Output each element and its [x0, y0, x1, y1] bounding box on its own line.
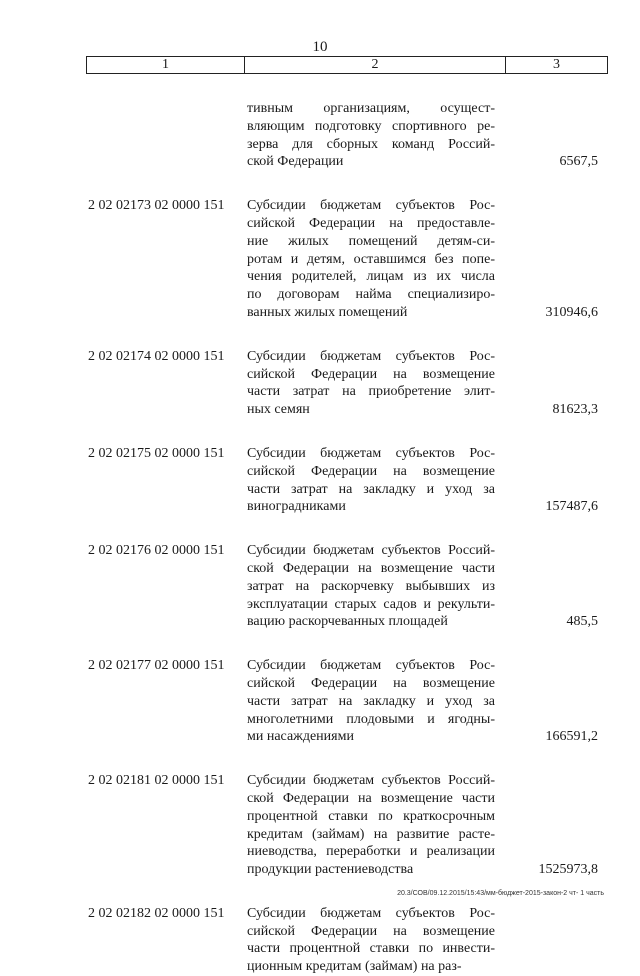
description-line: зерва для сборных команд Россий- — [247, 136, 495, 152]
description-line: сийской Федерации на возмещение — [247, 923, 495, 939]
description-line: многолетними плодовыми и ягодны- — [247, 711, 495, 727]
row-amount: 6567,5 — [559, 154, 598, 170]
description-line: ванных жилых помещений — [247, 304, 408, 320]
description-line: чения родителей, лицам из их числа — [247, 269, 495, 285]
description-line: сийской Федерации на предоставле- — [247, 215, 495, 231]
description-line: ской Федерации — [247, 154, 344, 170]
description-line: Субсидии бюджетам субъектов Россий- — [247, 773, 495, 789]
description-line: тивным организациям, осущест- — [247, 101, 495, 116]
footer-stamp: 20.3/СОВ/09.12.2015/15:43/мм-бюджет-2015-закон-2 чт- 1 часть — [397, 890, 604, 897]
description-line: вляющим подготовку спортивного ре- — [247, 118, 495, 134]
description-line: ционным кредитам (займам) на раз- — [247, 959, 462, 975]
description-line: Субсидии бюджетам субъектов Рос- — [247, 198, 495, 214]
description-line: сийской Федерации на возмещение — [247, 463, 495, 479]
description-line: ние жилых помещений детям-си- — [247, 233, 495, 249]
row-description — [247, 905, 495, 976]
row-description — [247, 657, 495, 746]
budget-code: 2 02 02177 02 0000 151 — [88, 658, 225, 674]
description-line: ской Федерации на возмещение части — [247, 560, 495, 576]
table-row — [0, 445, 640, 516]
description-line: ми насаждениями — [247, 729, 354, 745]
description-line: части процентной ставки по инвести- — [247, 941, 495, 957]
description-line: Субсидии бюджетам субъектов Рос- — [247, 445, 495, 461]
description-line: процентной ставки по краткосрочным — [247, 808, 495, 824]
row-description — [247, 542, 495, 631]
description-line: вацию раскорчеванных площадей — [247, 614, 448, 630]
description-line: продукции растениеводства — [247, 862, 414, 878]
table-row — [0, 100, 640, 171]
row-description — [247, 445, 495, 516]
description-line: сийской Федерации на возмещение — [247, 366, 495, 382]
budget-code: 2 02 02182 02 0000 151 — [88, 905, 225, 921]
row-amount: 310946,6 — [545, 304, 598, 320]
budget-code: 2 02 02173 02 0000 151 — [88, 198, 225, 214]
description-line: ской Федерации на возмещение части — [247, 790, 495, 806]
budget-code: 2 02 02176 02 0000 151 — [88, 543, 225, 559]
description-line: виноградниками — [247, 499, 346, 515]
description-line: сийской Федерации на возмещение — [247, 675, 495, 691]
table-row — [0, 905, 640, 976]
description-line: Субсидии бюджетам субъектов Рос- — [247, 348, 495, 364]
description-line: ротам и детям, оставшимся без попе- — [247, 251, 495, 267]
table-row — [0, 197, 640, 322]
table-header — [86, 56, 608, 74]
description-line: части затрат на приобретение элит- — [247, 384, 495, 400]
budget-code: 2 02 02174 02 0000 151 — [88, 348, 225, 364]
description-line: эксплуатации старых садов и рекульти- — [247, 596, 495, 612]
header-col-1: 1 — [87, 57, 245, 73]
description-line: Субсидии бюджетам субъектов Рос- — [247, 905, 495, 921]
description-line: Субсидии бюджетам субъектов Рос- — [247, 658, 495, 674]
table-row — [0, 772, 640, 879]
table-row — [0, 542, 640, 631]
header-col-3: 3 — [553, 57, 560, 72]
description-line: ных семян — [247, 402, 310, 418]
description-line: затрат на раскорчевку выбывших из — [247, 578, 495, 594]
row-description — [247, 100, 495, 171]
table-row — [0, 348, 640, 419]
description-line: по договорам найма специализиро- — [247, 287, 495, 303]
description-line: ниеводства, переработки и реализации — [247, 844, 495, 860]
description-line: части затрат на закладку и уход за — [247, 693, 495, 709]
row-description — [247, 348, 495, 419]
header-col-2: 2 — [245, 57, 506, 73]
page-number: 10 — [312, 39, 328, 55]
row-description — [247, 772, 495, 879]
description-line: Субсидии бюджетам субъектов Россий- — [247, 543, 495, 559]
budget-code: 2 02 02181 02 0000 151 — [88, 773, 225, 789]
row-amount: 1525973,8 — [538, 862, 598, 878]
row-amount: 166591,2 — [545, 729, 598, 745]
row-amount: 485,5 — [566, 614, 598, 630]
budget-code: 2 02 02175 02 0000 151 — [88, 445, 225, 461]
description-line: части затрат на закладку и уход за — [247, 481, 495, 497]
description-line: кредитам (займам) на развитие расте- — [247, 826, 495, 842]
row-amount: 157487,6 — [545, 499, 598, 515]
table-row — [0, 657, 640, 746]
row-description — [247, 197, 495, 322]
table-body — [0, 74, 640, 976]
row-amount: 81623,3 — [552, 402, 598, 418]
